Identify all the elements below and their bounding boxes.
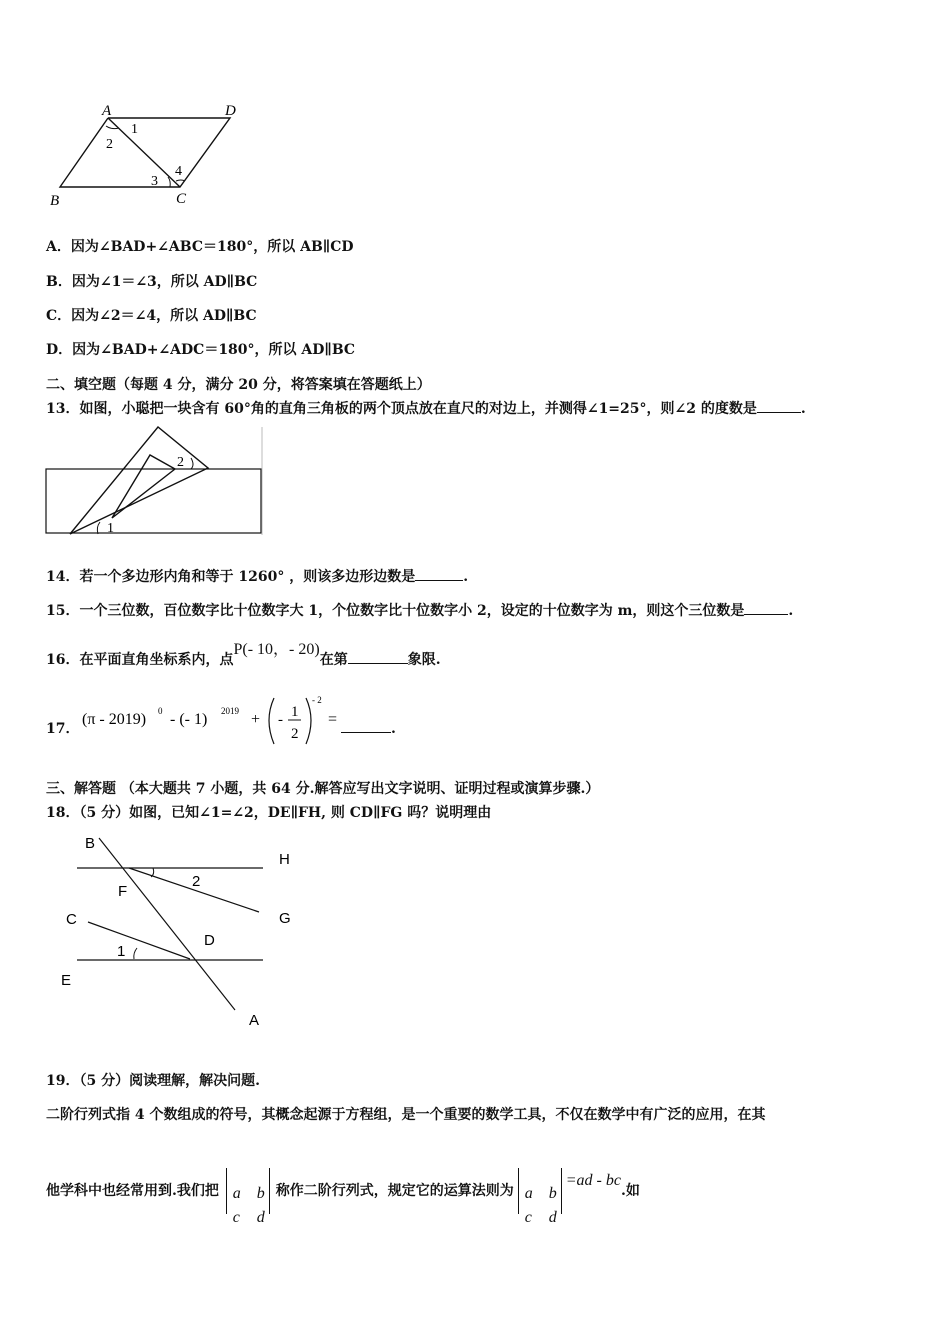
- question-18: 18．（5 分）如图，已知∠1=∠2，DE∥FH, 则 CD∥FG 吗？说明理由: [46, 805, 492, 821]
- option-a: A．因为∠BAD+∠ABC＝180°，所以 AB∥CD: [46, 239, 354, 255]
- point-p-expression: P(- 10，- 20): [233, 641, 320, 658]
- expr-inner-minus: -: [278, 712, 283, 728]
- expr-pi-term: (π - 2019): [82, 711, 147, 728]
- expr-equals: =: [328, 711, 338, 728]
- angle-1-label: 1: [131, 122, 138, 137]
- answer-blank-14: [415, 566, 463, 581]
- vertex-a-label: A: [102, 103, 112, 119]
- answer-blank-13: [757, 398, 801, 413]
- option-c: C．因为∠2＝∠4，所以 AD∥BC: [46, 308, 257, 324]
- question-19-paragraph-1: 二阶行列式指 4 个数组成的符号，其概念起源于方程组，是一个重要的数学工具，不仅在数学中有广泛的应用，在其: [46, 1107, 766, 1123]
- parallel-lines-figure: [55, 828, 315, 1033]
- vertex-b-label: B: [50, 193, 60, 209]
- expr-pi-exponent: 0: [158, 706, 163, 716]
- angle-2-label: 2: [177, 455, 184, 470]
- expr-neg-one-exponent: 2019: [221, 706, 239, 716]
- determinant-rule-symbol: a b c d: [518, 1168, 562, 1214]
- expr-neg-one-term: - (- 1): [170, 711, 208, 728]
- angle-3-label: 3: [151, 174, 158, 189]
- question-14: 14．若一个多边形内角和等于 1260° ，则该多边形边数是 .: [46, 566, 468, 586]
- question-19: 19．（5 分）阅读理解，解决问题.: [46, 1073, 260, 1089]
- answer-blank-17: [341, 718, 391, 733]
- section-2-heading: 二、填空题（每题 4 分，满分 20 分，将答案填在答题纸上）: [46, 377, 431, 393]
- question-17-number: 17．: [46, 721, 80, 737]
- angle-1-label: 1: [117, 943, 126, 960]
- determinant-symbol: a b c d: [226, 1168, 270, 1214]
- point-h-label: H: [279, 851, 290, 868]
- point-g-label: G: [279, 910, 291, 927]
- angle-2-label: 2: [192, 873, 201, 890]
- angle-4-label: 4: [175, 164, 182, 179]
- expr-outer-exponent: - 2: [312, 695, 322, 705]
- fraction-denominator: 2: [291, 726, 299, 742]
- parallelogram-figure: [40, 95, 260, 215]
- option-d: D．因为∠BAD+∠ADC＝180°，所以 AD∥BC: [46, 342, 356, 358]
- answer-blank-15: [744, 600, 788, 615]
- vertex-c-label: C: [176, 191, 187, 207]
- angle-1-label: 1: [107, 521, 114, 536]
- option-b: B．因为∠1＝∠3，所以 AD∥BC: [46, 274, 258, 290]
- point-b-label: B: [85, 835, 96, 852]
- question-16: 16．在平面直角坐标系内，点P(- 10，- 20)在第 象限.: [46, 641, 441, 668]
- question-19-paragraph-2: 他学科中也经常用到.我们把 a b c d 称作二阶行列式，规定它的运算法则为 a b c d =ad - bc.如: [46, 1166, 640, 1216]
- question-15: 15．一个三位数，百位数字比十位数字大 1，个位数字比十位数字小 2，设定的十位数字为 m，则这个三位数是 .: [46, 600, 793, 620]
- point-c-label: C: [66, 911, 77, 928]
- question-17-expression: [78, 690, 340, 752]
- point-d-label: D: [204, 932, 215, 949]
- question-13: 13．如图，小聪把一块含有 60°角的直角三角板的两个顶点放在直尺的对边上，并测得∠1=25°，则∠2 的度数是 .: [46, 398, 806, 418]
- fraction-numerator: 1: [291, 704, 299, 720]
- question-17-answer: .: [341, 718, 396, 737]
- answer-blank-16: [348, 649, 408, 664]
- point-f-label: F: [118, 883, 128, 900]
- vertex-d-label: D: [225, 103, 236, 119]
- expr-plus: +: [251, 711, 261, 728]
- point-e-label: E: [61, 972, 72, 989]
- ruler-triangle-figure: [40, 425, 270, 540]
- section-3-heading: 三、解答题 （本大题共 7 小题，共 64 分.解答应写出文字说明、证明过程或演算步骤.）: [46, 781, 600, 797]
- angle-2-label: 2: [106, 137, 113, 152]
- point-a-label: A: [249, 1012, 260, 1029]
- determinant-rule: =ad - bc: [565, 1172, 621, 1189]
